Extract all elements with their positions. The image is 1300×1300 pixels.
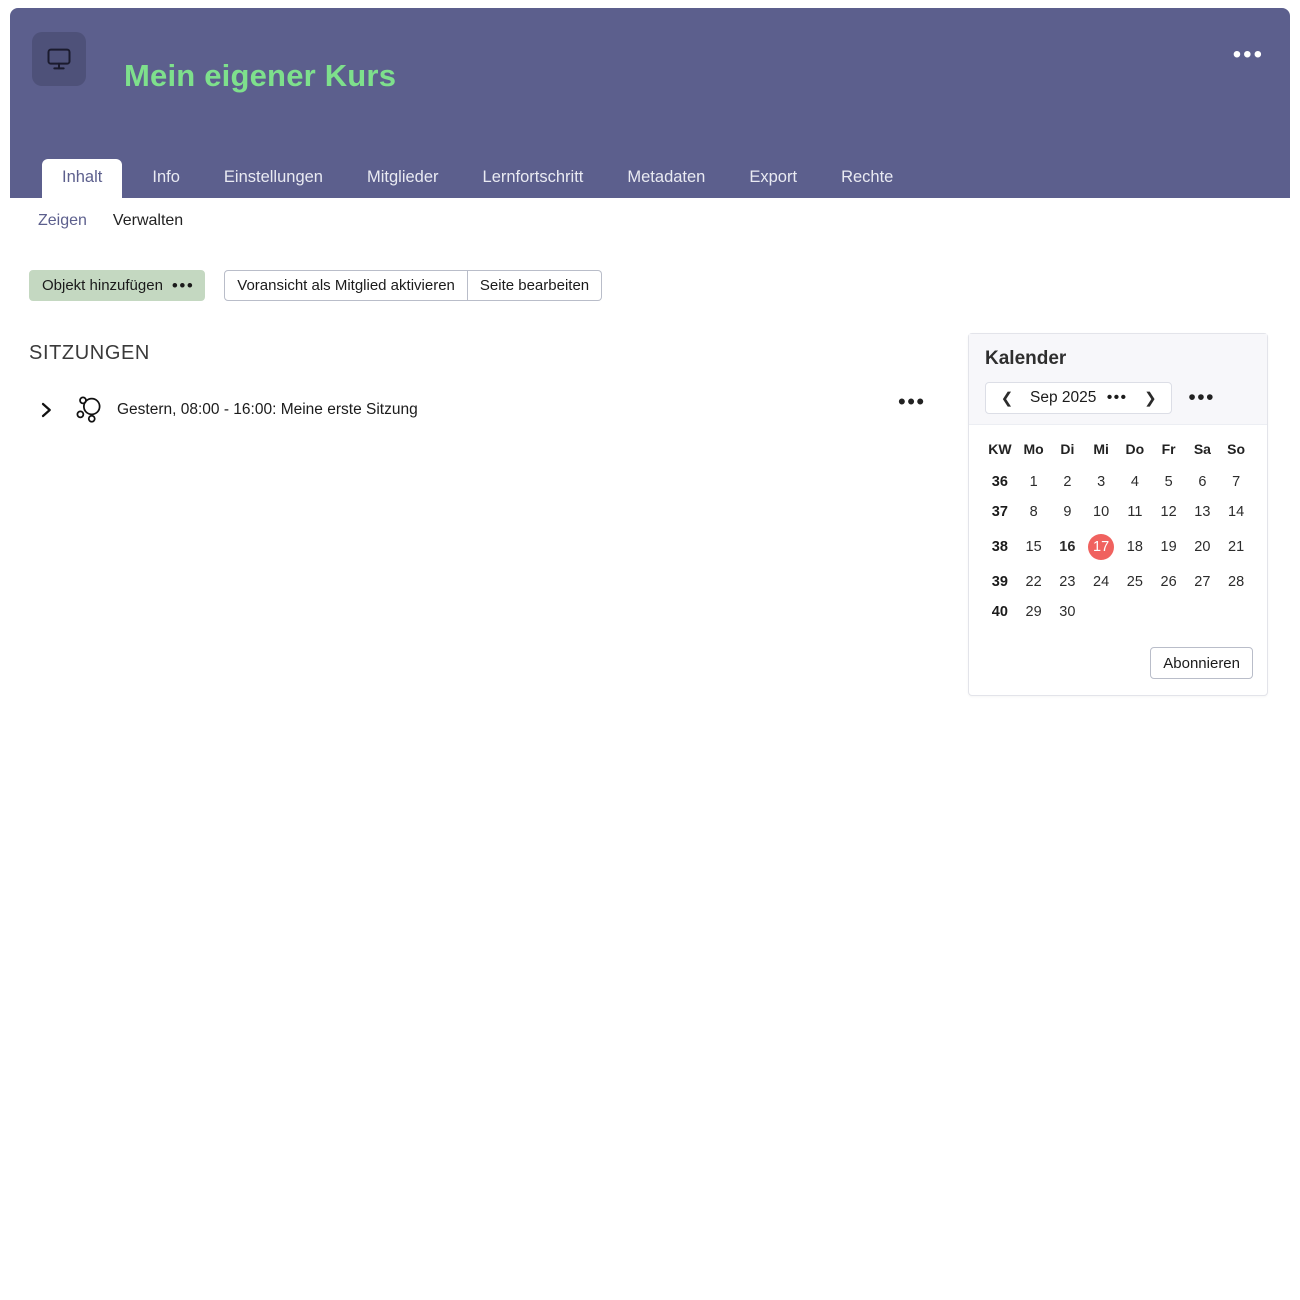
calendar-day[interactable]: 21 (1228, 539, 1245, 555)
tab-export[interactable]: Export (749, 168, 798, 186)
tab-mitglieder[interactable]: Mitglieder (366, 168, 439, 186)
toolbar-button-group (224, 270, 602, 301)
calendar-day[interactable]: 13 (1194, 504, 1211, 520)
calendar-weekday-row (983, 435, 1253, 467)
calendar-day[interactable]: 9 (1063, 504, 1072, 520)
calendar-header-kw: KW (988, 441, 1012, 457)
calendar-day[interactable]: 27 (1194, 574, 1211, 590)
calendar-footer (969, 641, 1267, 695)
calendar-title: Kalender (985, 348, 1067, 369)
calendar-header-do: Do (1125, 441, 1145, 457)
calendar-day[interactable]: 29 (1025, 604, 1042, 620)
calendar-week-number: 36 (991, 474, 1008, 490)
calendar-day[interactable]: 8 (1029, 504, 1038, 520)
calendar-week-number: 39 (991, 574, 1008, 590)
calendar-day-today[interactable] (1084, 527, 1118, 567)
calendar-day[interactable]: 7 (1232, 474, 1241, 490)
list-item-label: Gestern, 08:00 - 16:00: Meine erste Sitzung (117, 401, 418, 418)
calendar-week-row (983, 467, 1253, 497)
calendar-day[interactable]: 15 (1025, 539, 1042, 555)
calendar-day[interactable]: 28 (1228, 574, 1245, 590)
calendar-day[interactable]: 20 (1194, 539, 1211, 555)
calendar-day-empty (1219, 597, 1253, 627)
calendar-week-number: 40 (991, 604, 1008, 620)
calendar-header-sa: Sa (1193, 441, 1211, 457)
calendar-week-number: 37 (991, 504, 1008, 520)
tab-inhalt[interactable]: Inhalt (42, 159, 122, 198)
session-icon (63, 389, 117, 431)
tab-info[interactable]: Info (152, 168, 180, 186)
calendar-month-label[interactable] (1024, 389, 1133, 407)
course-header (10, 8, 1290, 198)
add-object-dropdown-icon[interactable]: ••• (171, 275, 195, 295)
header-top (10, 8, 1290, 148)
tab-rechte[interactable]: Rechte (841, 168, 894, 186)
calendar-actions-menu[interactable]: ••• (1188, 386, 1215, 409)
edit-page-button[interactable]: Seite bearbeiten (468, 270, 602, 301)
add-object-label: Objekt hinzufügen (42, 277, 163, 294)
calendar-panel (968, 333, 1268, 696)
page-title: Mein eigener Kurs (124, 58, 397, 93)
presentation-screen-icon (32, 32, 86, 86)
calendar-day[interactable]: 26 (1160, 574, 1177, 590)
calendar-day[interactable]: 11 (1127, 504, 1143, 520)
calendar-header-mo: Mo (1023, 441, 1044, 457)
calendar-day[interactable]: 24 (1093, 574, 1110, 590)
chevron-right-icon[interactable] (29, 401, 63, 419)
main-tabs (30, 152, 915, 198)
calendar-day-empty (1186, 597, 1220, 627)
list-item[interactable] (29, 384, 939, 436)
add-object-button[interactable] (29, 270, 205, 301)
today-highlight: 17 (1088, 534, 1114, 560)
calendar-week-row (983, 497, 1253, 527)
tab-einstellungen[interactable]: Einstellungen (223, 168, 323, 186)
calendar-day[interactable]: 5 (1164, 474, 1173, 490)
subtab-zeigen[interactable]: Zeigen (38, 212, 87, 229)
calendar-grid (983, 435, 1253, 627)
calendar-day[interactable]: 10 (1093, 504, 1110, 520)
calendar-week-row (983, 567, 1253, 597)
subscribe-button[interactable]: Abonnieren (1150, 647, 1253, 679)
calendar-header-so: So (1227, 441, 1246, 457)
subtab-verwalten[interactable]: Verwalten (112, 212, 184, 229)
calendar-day-event[interactable]: 16 (1059, 539, 1076, 555)
activate-member-preview-button[interactable]: Voransicht als Mitglied aktivieren (224, 270, 468, 301)
calendar-body (969, 425, 1267, 641)
calendar-nav-box (985, 382, 1172, 414)
calendar-day-empty (1152, 597, 1186, 627)
calendar-day[interactable]: 6 (1198, 474, 1207, 490)
chevron-left-icon[interactable]: ❮ (1000, 390, 1014, 407)
chevron-right-icon[interactable]: ❯ (1144, 390, 1157, 407)
calendar-day[interactable]: 18 (1126, 539, 1143, 555)
calendar-day[interactable]: 14 (1228, 504, 1245, 520)
section-title-sitzungen: SITZUNGEN (29, 342, 150, 364)
calendar-day[interactable]: 1 (1029, 474, 1038, 490)
calendar-header-fr: Fr (1161, 441, 1176, 457)
header-actions-menu[interactable]: ••• (1232, 41, 1264, 68)
calendar-day[interactable]: 25 (1126, 574, 1143, 590)
calendar-week-row (983, 597, 1253, 627)
calendar-day-empty (1118, 597, 1152, 627)
calendar-week-number: 38 (991, 539, 1008, 555)
tab-metadaten[interactable]: Metadaten (627, 168, 706, 186)
calendar-day[interactable]: 19 (1160, 539, 1177, 555)
calendar-month-dropdown-icon[interactable]: ••• (1106, 389, 1128, 406)
calendar-header-di: Di (1060, 441, 1075, 457)
calendar-nav (985, 382, 1251, 414)
tab-lernfortschritt[interactable]: Lernfortschritt (482, 168, 584, 186)
calendar-day[interactable]: 30 (1059, 604, 1076, 620)
calendar-header-mi: Mi (1093, 441, 1109, 457)
calendar-day[interactable]: 12 (1160, 504, 1177, 520)
calendar-day[interactable]: 3 (1097, 474, 1106, 490)
calendar-header (969, 334, 1267, 425)
calendar-week-row (983, 527, 1253, 567)
calendar-day[interactable]: 4 (1130, 474, 1139, 490)
calendar-day[interactable]: 23 (1059, 574, 1076, 590)
calendar-month-text: Sep 2025 (1030, 389, 1097, 406)
content-toolbar (29, 270, 602, 301)
calendar-day[interactable]: 2 (1063, 474, 1072, 490)
list-item-actions-menu[interactable]: ••• (898, 389, 926, 414)
calendar-day[interactable]: 22 (1025, 574, 1042, 590)
sub-tabs (38, 212, 183, 230)
calendar-day-empty (1084, 597, 1118, 627)
